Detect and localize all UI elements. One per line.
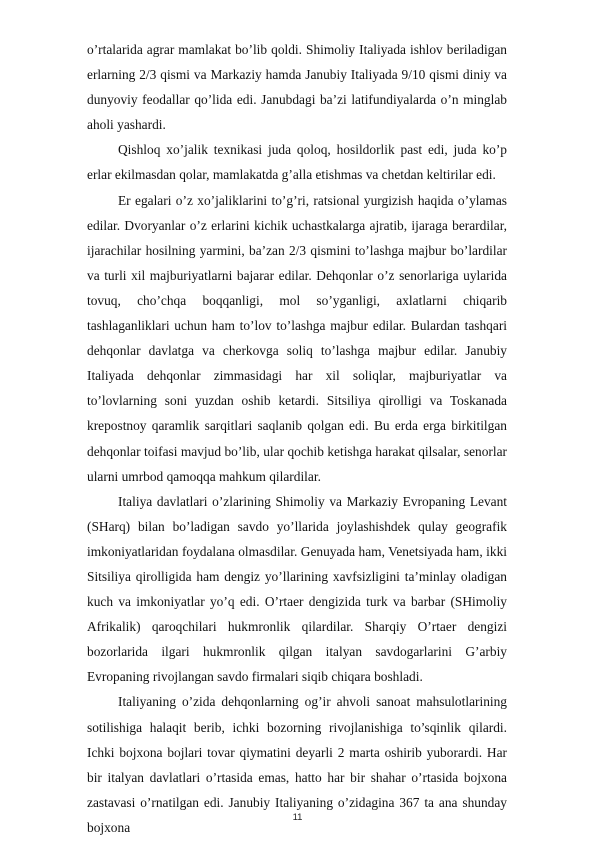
paragraph-2: Qishloq xo’jalik texnikasi juda qoloq, hosildorlik past edi, juda ko’p erlar ekilmasdan qolar, mamlakatda g’alla etishmas va chetdan keltirilar edi. xyxy=(87,142,507,183)
document-page xyxy=(87,37,507,840)
paragraph-4: Italiya davlatlari o’zlarining Shimoliy va Markaziy Evropaning Levant (SHarq) bilan bo’ladigan savdo yo’llarida joylashishdek qulay geografik imkoniyatlaridan foydalana olmasdilar. Genuyada ham, Venetsiyada ham, ikki Sitsiliya qirolligida ham dengiz yo’llarining xavfsizligini ta’minlay oladigan kuch va imkoniyatlar yo’q edi. O’rtaer dengizida turk va barbar (SHimoliy Afrikalik) qaroqchilari hukmronlik qilardilar. Sharqiy O’rtaer dengizi bozorlarida ilgari hukmronlik qilgan italyan savdogarlarini G’arbiy Evropaning rivojlangan savdo firmalari siqib chiqara boshladi. xyxy=(87,493,507,685)
page-number: 11 xyxy=(292,812,303,823)
paragraph-3: Er egalari o’z xo’jaliklarini to’g’ri, ratsional yurgizish haqida o’ylamas edilar. Dvoryanlar o’z erlarini kichik uchastkalarga ajratib, ijaraga berardilar, ijarachilar hosilning yarmini, ba’zan 2/3 qismini to’lashga majbur bo’lardilar va turli xil majburiyatlarni bajarar edilar. Dehqonlar o’z senorlariga uylarida tovuq, cho’chqa boqqanligi, mol so’yganligi, axlatlarni chiqarib tashlaganliklari uchun ham to’lov to’lashga majbur edilar. Bulardan tashqari dehqonlar davlatga va cherkovga soliq to’lashga majbur edilar. Janubiy Italiyada dehqonlar zimmasidagi har xil soliqlar, majburiyatlar va to’lovlarning soni yuzdan oshib ketardi. Sitsiliya qirolligi va Toskanada krepostnoy qaramlik sarqitlari saqlanib qolgan edi. Bu erda erga birkitilgan dehqonlar toifasi mavjud bo’lib, ular qochib ketishga harakat qilsalar, senorlar ularni umrbod qamoqqa mahkum qilardilar. xyxy=(87,192,507,484)
paragraph-5: Italiyaning o’zida dehqonlarning og’ir ahvoli sanoat mahsulotlarining sotilishiga halaqit berib, ichki bozorning rivojlanishiga to’sqinlik qilardi. Ichki bojxona bojlari tovar qiymatini deyarli 2 marta oshirib yuborardi. Har bir italyan davlatlari o’rtasida emas, hatto har bir shahar o’rtasida bojxona zastavasi o’rnatilgan edi. Janubiy Italiyaning o’zidagina 367 ta ana shunday bojxona xyxy=(87,694,507,835)
paragraph-1: o’rtalarida agrar mamlakat bo’lib qoldi. Shimoliy Italiyada ishlov beriladigan erlarning 2/3 qismi va Markaziy hamda Janubiy Italiyada 9/10 qismi diniy va dunyoviy feodallar qo’lida edi. Janubdagi ba’zi latifundiyalarda o’n minglab aholi yashardi. xyxy=(87,42,507,133)
